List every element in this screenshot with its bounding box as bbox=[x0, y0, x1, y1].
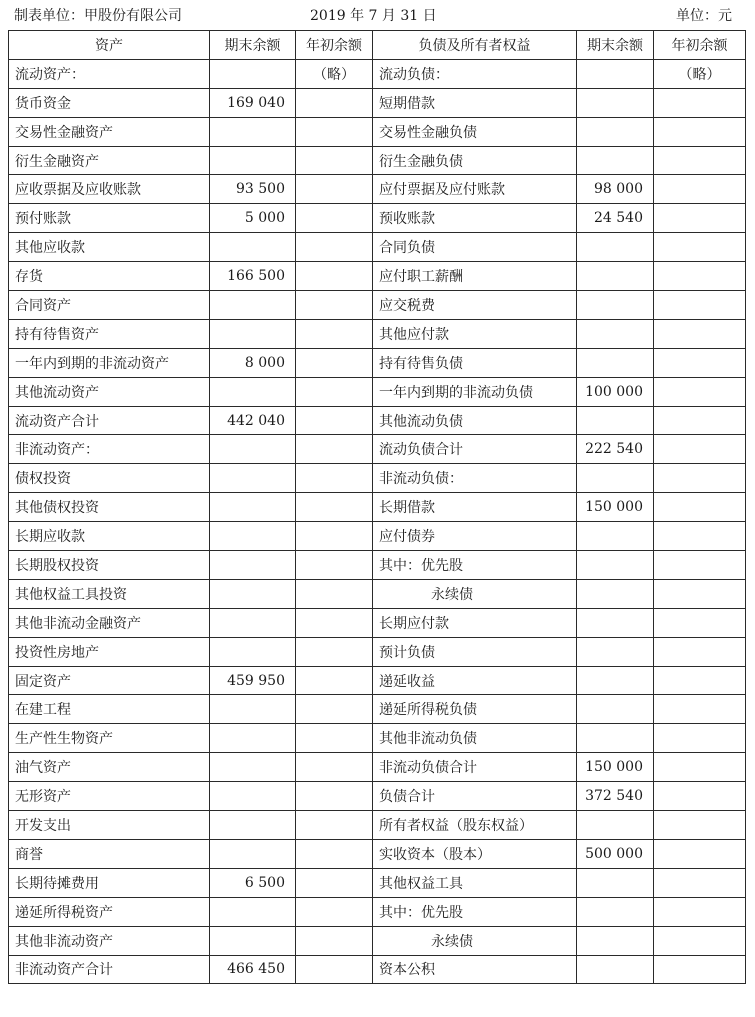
asset-name-cell: 长期应收款 bbox=[9, 522, 210, 551]
liability-end-balance-cell: 150 000 bbox=[577, 753, 654, 782]
asset-end-balance-cell bbox=[210, 579, 296, 608]
liability-begin-balance-cell bbox=[654, 637, 746, 666]
col-header-liability-end-balance: 期末余额 bbox=[577, 31, 654, 60]
liability-end-balance-cell: 372 540 bbox=[577, 782, 654, 811]
liability-name-cell: 流动负债： bbox=[373, 59, 577, 88]
asset-name-cell: 流动资产合计 bbox=[9, 406, 210, 435]
liability-end-balance-cell bbox=[577, 926, 654, 955]
asset-end-balance-cell bbox=[210, 146, 296, 175]
asset-end-balance-cell bbox=[210, 782, 296, 811]
asset-begin-balance-cell bbox=[296, 811, 373, 840]
liability-begin-balance-cell bbox=[654, 348, 746, 377]
asset-end-balance-cell bbox=[210, 753, 296, 782]
asset-name-cell: 开发支出 bbox=[9, 811, 210, 840]
asset-name-cell: 递延所得税资产 bbox=[9, 897, 210, 926]
company-label: 制表单位：甲股份有限公司 bbox=[14, 8, 182, 24]
asset-begin-balance-cell bbox=[296, 233, 373, 262]
asset-begin-balance-cell bbox=[296, 724, 373, 753]
asset-name-cell: 其他权益工具投资 bbox=[9, 579, 210, 608]
asset-begin-balance-cell bbox=[296, 839, 373, 868]
liability-end-balance-cell bbox=[577, 637, 654, 666]
table-row bbox=[9, 117, 746, 146]
asset-name-cell: 非流动资产合计 bbox=[9, 955, 210, 984]
col-header-assets: 资产 bbox=[9, 31, 210, 60]
asset-end-balance-cell bbox=[210, 551, 296, 580]
report-date: 2019 年 7 月 31 日 bbox=[310, 8, 437, 24]
asset-begin-balance-cell bbox=[296, 551, 373, 580]
asset-name-cell: 债权投资 bbox=[9, 464, 210, 493]
liability-begin-balance-cell bbox=[654, 233, 746, 262]
table-row bbox=[9, 348, 746, 377]
asset-begin-balance-cell bbox=[296, 666, 373, 695]
liability-end-balance-cell bbox=[577, 724, 654, 753]
asset-name-cell: 生产性生物资产 bbox=[9, 724, 210, 753]
asset-end-balance-cell: 442 040 bbox=[210, 406, 296, 435]
table-row bbox=[9, 464, 746, 493]
liability-end-balance-cell: 500 000 bbox=[577, 839, 654, 868]
liability-name-cell: 资本公积 bbox=[373, 955, 577, 984]
liability-begin-balance-cell bbox=[654, 724, 746, 753]
asset-begin-balance-cell bbox=[296, 753, 373, 782]
liability-name-cell: 一年内到期的非流动负债 bbox=[373, 377, 577, 406]
asset-name-cell: 衍生金融资产 bbox=[9, 146, 210, 175]
liability-name-cell: 其他非流动负债 bbox=[373, 724, 577, 753]
liability-begin-balance-cell bbox=[654, 695, 746, 724]
liability-end-balance-cell bbox=[577, 666, 654, 695]
liability-name-cell: 应付票据及应付账款 bbox=[373, 175, 577, 204]
asset-begin-balance-cell bbox=[296, 464, 373, 493]
liability-begin-balance-cell bbox=[654, 666, 746, 695]
asset-begin-balance-cell bbox=[296, 522, 373, 551]
asset-begin-balance-cell bbox=[296, 146, 373, 175]
asset-end-balance-cell bbox=[210, 291, 296, 320]
liability-end-balance-cell bbox=[577, 868, 654, 897]
asset-name-cell: 投资性房地产 bbox=[9, 637, 210, 666]
table-row bbox=[9, 88, 746, 117]
asset-name-cell: 一年内到期的非流动资产 bbox=[9, 348, 210, 377]
asset-end-balance-cell: 8 000 bbox=[210, 348, 296, 377]
liability-begin-balance-cell bbox=[654, 291, 746, 320]
table-row bbox=[9, 59, 746, 88]
asset-name-cell: 其他流动资产 bbox=[9, 377, 210, 406]
table-row bbox=[9, 608, 746, 637]
asset-begin-balance-cell bbox=[296, 262, 373, 291]
col-header-asset-begin-balance: 年初余额 bbox=[296, 31, 373, 60]
asset-end-balance-cell bbox=[210, 435, 296, 464]
asset-end-balance-cell bbox=[210, 811, 296, 840]
asset-name-cell: 合同资产 bbox=[9, 291, 210, 320]
asset-begin-balance-cell bbox=[296, 955, 373, 984]
asset-name-cell: 其他应收款 bbox=[9, 233, 210, 262]
liability-end-balance-cell: 222 540 bbox=[577, 435, 654, 464]
asset-name-cell: 长期待摊费用 bbox=[9, 868, 210, 897]
table-row bbox=[9, 897, 746, 926]
liability-begin-balance-cell bbox=[654, 955, 746, 984]
asset-end-balance-cell bbox=[210, 724, 296, 753]
liability-begin-balance-cell bbox=[654, 897, 746, 926]
liability-name-cell: 流动负债合计 bbox=[373, 435, 577, 464]
asset-end-balance-cell: 166 500 bbox=[210, 262, 296, 291]
asset-begin-balance-cell bbox=[296, 897, 373, 926]
liability-name-cell: 长期应付款 bbox=[373, 608, 577, 637]
asset-begin-balance-cell bbox=[296, 348, 373, 377]
asset-begin-balance-cell: （略） bbox=[296, 59, 373, 88]
table-row bbox=[9, 146, 746, 175]
asset-name-cell: 流动资产： bbox=[9, 59, 210, 88]
table-row bbox=[9, 377, 746, 406]
table-row bbox=[9, 233, 746, 262]
liability-name-cell: 负债合计 bbox=[373, 782, 577, 811]
liability-begin-balance-cell bbox=[654, 839, 746, 868]
table-row bbox=[9, 637, 746, 666]
table-row bbox=[9, 522, 746, 551]
liability-name-cell: 所有者权益（股东权益） bbox=[373, 811, 577, 840]
asset-end-balance-cell bbox=[210, 319, 296, 348]
table-row bbox=[9, 406, 746, 435]
liability-name-cell: 递延所得税负债 bbox=[373, 695, 577, 724]
asset-name-cell: 其他非流动资产 bbox=[9, 926, 210, 955]
table-row bbox=[9, 319, 746, 348]
asset-begin-balance-cell bbox=[296, 579, 373, 608]
liability-begin-balance-cell bbox=[654, 319, 746, 348]
liability-end-balance-cell bbox=[577, 291, 654, 320]
liability-name-cell: 长期借款 bbox=[373, 493, 577, 522]
liability-name-cell: 递延收益 bbox=[373, 666, 577, 695]
asset-end-balance-cell bbox=[210, 377, 296, 406]
liability-begin-balance-cell bbox=[654, 551, 746, 580]
liability-end-balance-cell bbox=[577, 348, 654, 377]
liability-name-cell: 预计负债 bbox=[373, 637, 577, 666]
asset-begin-balance-cell bbox=[296, 868, 373, 897]
table-header-row bbox=[9, 31, 746, 60]
asset-end-balance-cell bbox=[210, 608, 296, 637]
asset-begin-balance-cell bbox=[296, 291, 373, 320]
liability-name-cell: 实收资本（股本） bbox=[373, 839, 577, 868]
table-row bbox=[9, 811, 746, 840]
liability-begin-balance-cell bbox=[654, 522, 746, 551]
liability-begin-balance-cell bbox=[654, 811, 746, 840]
liability-begin-balance-cell bbox=[654, 406, 746, 435]
liability-name-cell: 合同负债 bbox=[373, 233, 577, 262]
asset-begin-balance-cell bbox=[296, 435, 373, 464]
table-row bbox=[9, 926, 746, 955]
liability-begin-balance-cell bbox=[654, 88, 746, 117]
table-row bbox=[9, 955, 746, 984]
liability-end-balance-cell bbox=[577, 522, 654, 551]
asset-end-balance-cell: 459 950 bbox=[210, 666, 296, 695]
liability-begin-balance-cell bbox=[654, 377, 746, 406]
table-row bbox=[9, 493, 746, 522]
asset-begin-balance-cell bbox=[296, 637, 373, 666]
asset-end-balance-cell bbox=[210, 839, 296, 868]
liability-name-cell: 非流动负债： bbox=[373, 464, 577, 493]
liability-begin-balance-cell bbox=[654, 608, 746, 637]
unit-label: 单位：元 bbox=[676, 8, 732, 24]
asset-end-balance-cell bbox=[210, 522, 296, 551]
asset-begin-balance-cell bbox=[296, 319, 373, 348]
asset-begin-balance-cell bbox=[296, 175, 373, 204]
asset-name-cell: 预付账款 bbox=[9, 204, 210, 233]
asset-name-cell: 存货 bbox=[9, 262, 210, 291]
liability-name-cell: 其他应付款 bbox=[373, 319, 577, 348]
asset-end-balance-cell bbox=[210, 117, 296, 146]
report-header bbox=[0, 0, 755, 26]
liability-end-balance-cell bbox=[577, 88, 654, 117]
table-row bbox=[9, 204, 746, 233]
liability-begin-balance-cell bbox=[654, 493, 746, 522]
liability-end-balance-cell: 150 000 bbox=[577, 493, 654, 522]
liability-name-cell: 持有待售负债 bbox=[373, 348, 577, 377]
liability-end-balance-cell bbox=[577, 955, 654, 984]
liability-end-balance-cell bbox=[577, 608, 654, 637]
liability-name-cell: 预收账款 bbox=[373, 204, 577, 233]
liability-name-cell: 短期借款 bbox=[373, 88, 577, 117]
asset-name-cell: 长期股权投资 bbox=[9, 551, 210, 580]
table-row bbox=[9, 666, 746, 695]
asset-name-cell: 在建工程 bbox=[9, 695, 210, 724]
table-row bbox=[9, 724, 746, 753]
liability-begin-balance-cell bbox=[654, 868, 746, 897]
liability-begin-balance-cell bbox=[654, 175, 746, 204]
table-row bbox=[9, 175, 746, 204]
liability-end-balance-cell bbox=[577, 695, 654, 724]
asset-name-cell: 持有待售资产 bbox=[9, 319, 210, 348]
asset-name-cell: 交易性金融资产 bbox=[9, 117, 210, 146]
liability-end-balance-cell bbox=[577, 319, 654, 348]
liability-name-cell: 应付债券 bbox=[373, 522, 577, 551]
liability-name-cell: 非流动负债合计 bbox=[373, 753, 577, 782]
liability-end-balance-cell bbox=[577, 233, 654, 262]
table-row bbox=[9, 262, 746, 291]
asset-name-cell: 其他非流动金融资产 bbox=[9, 608, 210, 637]
asset-end-balance-cell bbox=[210, 897, 296, 926]
asset-begin-balance-cell bbox=[296, 608, 373, 637]
asset-name-cell: 油气资产 bbox=[9, 753, 210, 782]
asset-end-balance-cell: 5 000 bbox=[210, 204, 296, 233]
liability-name-cell: 衍生金融负债 bbox=[373, 146, 577, 175]
liability-end-balance-cell bbox=[577, 897, 654, 926]
balance-sheet-table bbox=[8, 30, 746, 984]
asset-begin-balance-cell bbox=[296, 117, 373, 146]
liability-end-balance-cell bbox=[577, 551, 654, 580]
asset-begin-balance-cell bbox=[296, 493, 373, 522]
asset-end-balance-cell bbox=[210, 926, 296, 955]
liability-end-balance-cell: 100 000 bbox=[577, 377, 654, 406]
liability-name-cell: 其他权益工具 bbox=[373, 868, 577, 897]
asset-end-balance-cell bbox=[210, 493, 296, 522]
liability-name-cell: 应交税费 bbox=[373, 291, 577, 320]
asset-begin-balance-cell bbox=[296, 377, 373, 406]
asset-end-balance-cell: 169 040 bbox=[210, 88, 296, 117]
liability-begin-balance-cell: （略） bbox=[654, 59, 746, 88]
asset-end-balance-cell: 6 500 bbox=[210, 868, 296, 897]
col-header-liabilities-equity: 负债及所有者权益 bbox=[373, 31, 577, 60]
asset-name-cell: 货币资金 bbox=[9, 88, 210, 117]
table-row bbox=[9, 579, 746, 608]
liability-name-cell: 其他流动负债 bbox=[373, 406, 577, 435]
table-row bbox=[9, 551, 746, 580]
table-row bbox=[9, 291, 746, 320]
asset-name-cell: 其他债权投资 bbox=[9, 493, 210, 522]
liability-end-balance-cell bbox=[577, 262, 654, 291]
asset-end-balance-cell bbox=[210, 464, 296, 493]
liability-begin-balance-cell bbox=[654, 262, 746, 291]
asset-begin-balance-cell bbox=[296, 88, 373, 117]
asset-begin-balance-cell bbox=[296, 782, 373, 811]
asset-name-cell: 固定资产 bbox=[9, 666, 210, 695]
table-row bbox=[9, 782, 746, 811]
col-header-liability-begin-balance: 年初余额 bbox=[654, 31, 746, 60]
liability-end-balance-cell bbox=[577, 811, 654, 840]
liability-end-balance-cell bbox=[577, 579, 654, 608]
liability-begin-balance-cell bbox=[654, 579, 746, 608]
asset-end-balance-cell: 466 450 bbox=[210, 955, 296, 984]
table-row bbox=[9, 753, 746, 782]
liability-end-balance-cell: 98 000 bbox=[577, 175, 654, 204]
liability-name-cell: 应付职工薪酬 bbox=[373, 262, 577, 291]
liability-name-cell: 交易性金融负债 bbox=[373, 117, 577, 146]
liability-end-balance-cell: 24 540 bbox=[577, 204, 654, 233]
liability-end-balance-cell bbox=[577, 146, 654, 175]
asset-name-cell: 无形资产 bbox=[9, 782, 210, 811]
liability-begin-balance-cell bbox=[654, 117, 746, 146]
liability-name-cell: 其中：优先股 bbox=[373, 897, 577, 926]
liability-end-balance-cell bbox=[577, 406, 654, 435]
table-row bbox=[9, 695, 746, 724]
asset-begin-balance-cell bbox=[296, 406, 373, 435]
liability-name-cell: 永续债 bbox=[373, 926, 577, 955]
col-header-asset-end-balance: 期末余额 bbox=[210, 31, 296, 60]
liability-begin-balance-cell bbox=[654, 146, 746, 175]
asset-end-balance-cell bbox=[210, 637, 296, 666]
asset-name-cell: 非流动资产： bbox=[9, 435, 210, 464]
asset-end-balance-cell bbox=[210, 695, 296, 724]
liability-end-balance-cell bbox=[577, 464, 654, 493]
table-row bbox=[9, 435, 746, 464]
liability-begin-balance-cell bbox=[654, 926, 746, 955]
asset-name-cell: 应收票据及应收账款 bbox=[9, 175, 210, 204]
asset-begin-balance-cell bbox=[296, 926, 373, 955]
liability-end-balance-cell bbox=[577, 117, 654, 146]
asset-begin-balance-cell bbox=[296, 204, 373, 233]
asset-begin-balance-cell bbox=[296, 695, 373, 724]
liability-begin-balance-cell bbox=[654, 435, 746, 464]
liability-begin-balance-cell bbox=[654, 782, 746, 811]
table-row bbox=[9, 839, 746, 868]
liability-end-balance-cell bbox=[577, 59, 654, 88]
liability-begin-balance-cell bbox=[654, 464, 746, 493]
asset-end-balance-cell bbox=[210, 233, 296, 262]
asset-name-cell: 商誉 bbox=[9, 839, 210, 868]
liability-begin-balance-cell bbox=[654, 204, 746, 233]
table-row bbox=[9, 868, 746, 897]
asset-end-balance-cell: 93 500 bbox=[210, 175, 296, 204]
liability-name-cell: 永续债 bbox=[373, 579, 577, 608]
liability-name-cell: 其中：优先股 bbox=[373, 551, 577, 580]
asset-end-balance-cell bbox=[210, 59, 296, 88]
liability-begin-balance-cell bbox=[654, 753, 746, 782]
